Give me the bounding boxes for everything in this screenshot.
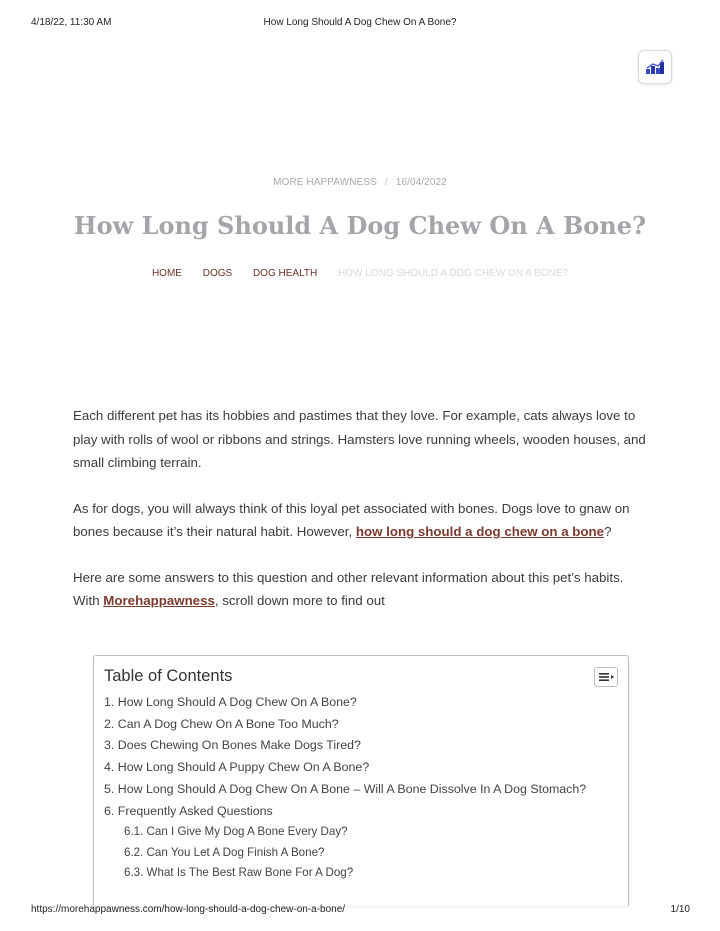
toc-item[interactable]: 5. How Long Should A Dog Chew On A Bone – Will A Bone Dissolve In A Dog Stomach? [104, 781, 587, 796]
post-date: 16/04/2022 [395, 177, 447, 188]
paragraph-answers [73, 566, 653, 613]
print-footer [0, 900, 720, 931]
print-url: https://morehappawness.com/how-long-should-a-dog-chew-on-a-bone/ [31, 904, 346, 915]
analytics-widget-button[interactable] [638, 50, 672, 84]
paragraph-text: Here are some answers to this question and other relevant information about this pet’s habits. With [73, 569, 624, 608]
print-datetime: 4/18/22, 11:30 AM [31, 17, 112, 28]
print-header [0, 0, 720, 40]
list-toggle-icon [595, 668, 617, 686]
post-category[interactable]: MORE HAPPAWNESS [273, 177, 377, 188]
paragraph-intro: Each different pet has its hobbies and pastimes that they love. For example, cats always love to play with rolls of wool or ribbons and strings. Hamsters love running wheels, wooden houses, and small climbing terrain. [73, 408, 646, 470]
toc-sublist [104, 822, 586, 884]
toc-item[interactable]: 3. Does Chewing On Bones Make Dogs Tired? [104, 738, 361, 753]
toc-subitem[interactable]: 6.2. Can You Let A Dog Finish A Bone? [124, 845, 325, 859]
toc-list [104, 692, 586, 884]
article-link-dog-chew[interactable]: how long should a dog chew on a bone [355, 524, 605, 539]
toc-toggle-button[interactable] [594, 667, 618, 687]
analytics-chart-icon [645, 59, 665, 75]
breadcrumb-current: HOW LONG SHOULD A DOG CHEW ON A BONE? [338, 268, 569, 279]
post-meta [0, 177, 720, 188]
paragraph-text: , scroll down more to find out [214, 593, 385, 608]
paragraph-text: ? [604, 524, 612, 539]
paragraph-text: As for dogs, you will always think of this loyal pet associated with bones. Dogs love to gnaw on bones because it’s their natural habit. However, [73, 500, 630, 539]
breadcrumb-dog-health[interactable]: DOG HEALTH [252, 268, 318, 279]
toc-subitem[interactable]: 6.3. What Is The Best Raw Bone For A Dog? [124, 866, 354, 880]
breadcrumb-dogs[interactable]: DOGS [202, 268, 233, 279]
print-doc-title: How Long Should A Dog Chew On A Bone? [263, 17, 457, 28]
toc-item[interactable]: 2. Can A Dog Chew On A Bone Too Much? [104, 716, 339, 731]
paragraph-dogs [73, 497, 653, 544]
page-title: How Long Should A Dog Chew On A Bone? [73, 211, 647, 240]
toc-item[interactable]: 4. How Long Should A Puppy Chew On A Bone? [104, 760, 370, 775]
toc-title: Table of Contents [104, 667, 233, 685]
toc-item-faq[interactable]: 6. Frequently Asked Questions [104, 803, 273, 818]
toc-item [104, 801, 586, 884]
breadcrumb-home[interactable]: HOME [151, 268, 182, 279]
page-number: 1/10 [670, 904, 690, 915]
toc-item[interactable]: 1. How Long Should A Dog Chew On A Bone? [104, 695, 357, 709]
article-body [73, 404, 653, 635]
breadcrumb [0, 268, 720, 279]
morehappawness-link[interactable]: Morehappawness [103, 593, 215, 608]
meta-separator: / [384, 177, 388, 188]
toc-subitem[interactable]: 6.1. Can I Give My Dog A Bone Every Day? [124, 825, 348, 839]
table-of-contents [93, 655, 629, 906]
